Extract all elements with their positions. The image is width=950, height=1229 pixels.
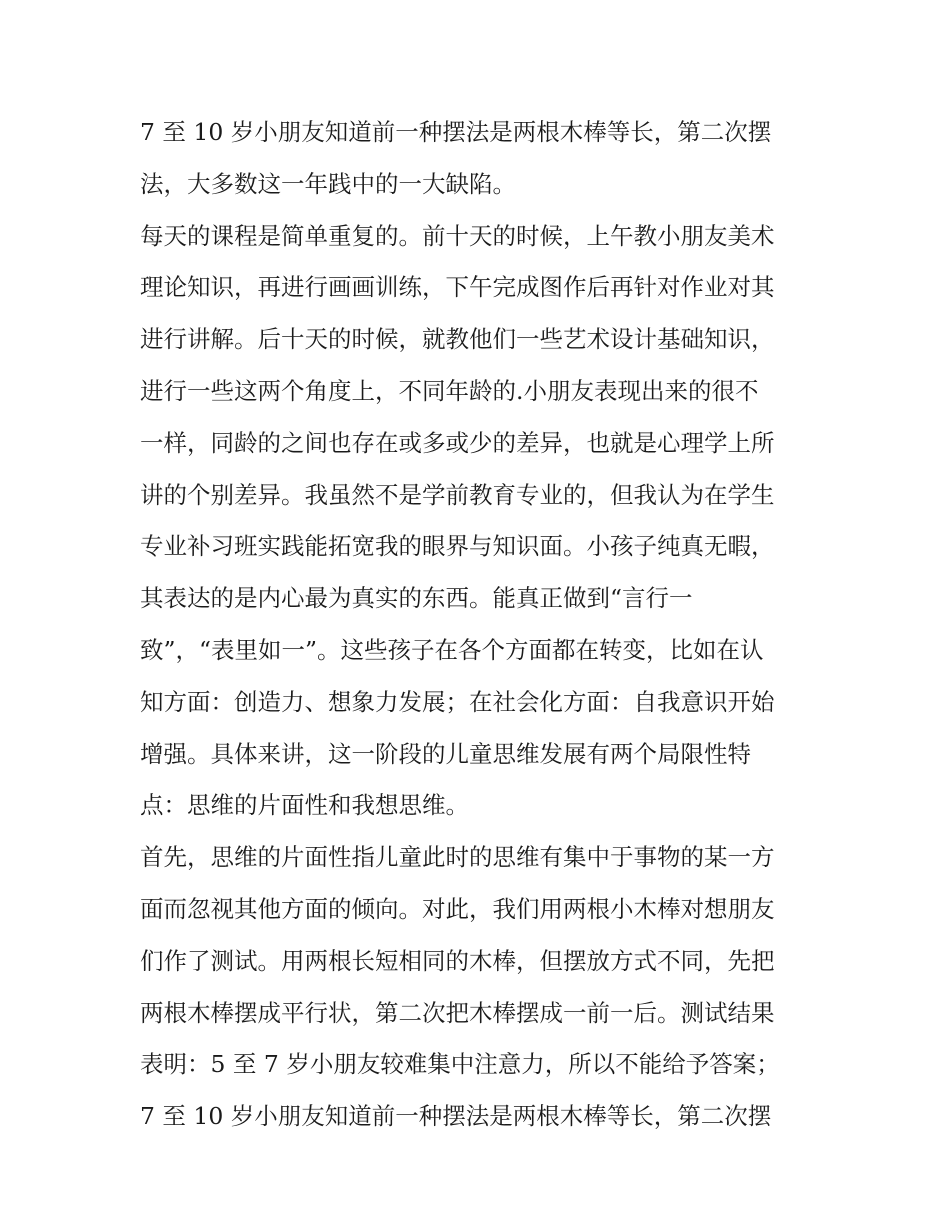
paragraph-3	[140, 832, 818, 1143]
text-line: 们作了测试。用两根长短相同的木棒，但摆放方式不同，先把	[140, 946, 775, 975]
text-line: 进行讲解。后十天的时候，就教他们一些艺术设计基础知识，	[140, 325, 775, 354]
paragraph-1	[140, 107, 818, 211]
text-line: 7 至 10 岁小朋友知道前一种摆法是两根木棒等长，第二次摆	[140, 118, 772, 146]
text-line: 致”，“表里如一”。这些孩子在各个方面都在转变，比如在认	[140, 635, 764, 664]
text-line: 两根木棒摆成平行状，第二次把木棒摆成一前一后。测试结果	[140, 998, 775, 1027]
paragraph-2	[140, 211, 818, 833]
text-line: 理论知识，再进行画画训练，下午完成图作后再针对作业对其	[140, 273, 775, 302]
text-line: 其表达的是内心最为真实的东西。能真正做到“言行一	[140, 584, 693, 613]
text-line: 点：思维的片面性和我想思维。	[140, 791, 469, 820]
text-line: 进行一些这两个角度上，不同年龄的.小朋友表现出来的很不	[140, 376, 759, 405]
text-line: 一样，同龄的之间也存在或多或少的差异，也就是心理学上所	[140, 428, 775, 457]
text-line: 每天的课程是简单重复的。前十天的时候，上午教小朋友美术	[140, 221, 775, 250]
text-line: 法，大多数这一年践中的一大缺陷。	[140, 169, 516, 198]
text-line: 首先，思维的片面性指儿童此时的思维有集中于事物的某一方	[140, 843, 775, 872]
text-line: 讲的个别差异。我虽然不是学前教育专业的，但我认为在学生	[140, 480, 775, 509]
document-body	[140, 107, 818, 1143]
text-line: 面而忽视其他方面的倾向。对此，我们用两根小木棒对想朋友	[140, 894, 775, 923]
text-line: 7 至 10 岁小朋友知道前一种摆法是两根木棒等长，第二次摆	[140, 1102, 772, 1131]
text-line: 专业补习班实践能拓宽我的眼界与知识面。小孩子纯真无暇，	[140, 532, 775, 561]
text-line: 增强。具体来讲，这一阶段的儿童思维发展有两个局限性特	[140, 739, 751, 768]
text-line: 表明：5 至 7 岁小朋友较难集中注意力，所以不能给予答案；	[140, 1050, 780, 1079]
text-line: 知方面：创造力、想象力发展；在社会化方面：自我意识开始	[140, 687, 775, 716]
